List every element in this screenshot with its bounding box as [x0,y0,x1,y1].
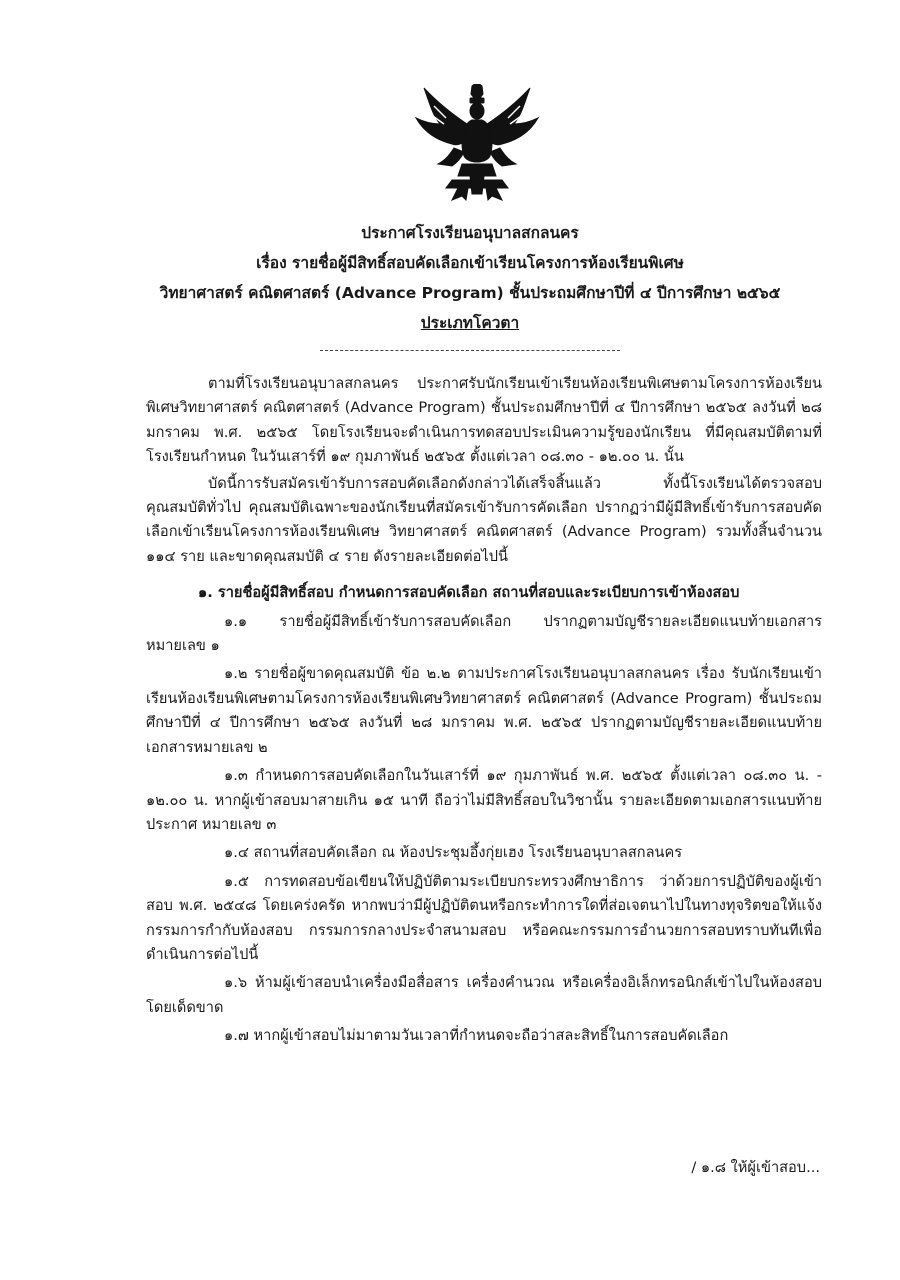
header-divider [320,350,620,351]
program-line: วิทยาศาสตร์ คณิตศาสตร์ (Advance Program) ชั้นประถมศึกษาปีที่ ๔ ปีการศึกษา ๒๕๖๕ [159,284,781,302]
item-1-1: ๑.๑ รายชื่อผู้มีสิทธิ์เข้ารับการสอบคัดเลือก ปรากฏตามบัญชีรายละเอียดแนบท้ายเอกสารหมายเลข ๑ [146,612,822,655]
garuda-emblem-icon [412,84,542,202]
paragraph-result: บัดนี้การรับสมัครเข้ารับการสอบคัดเลือกดังกล่าวได้เสร็จสิ้นแล้ว ทั้งนี้โรงเรียนได้ตรวจสอบคุณสมบัติทั่วไป คุณสมบัติเฉพาะของนักเรียนที่สมัครเข้ารับการคัดเลือก ปรากฏว่ามีผู้มีสิทธิ์เข้ารับการสอบคัดเลือกเข้าเรียนโครงการห้องเรียนพิเศษ วิทยาศาสตร์ คณิตศาสตร์ (Advance Program) รวมทั้งสิ้นจำนวน ๑๑๔ ราย และขาดคุณสมบัติ ๔ ราย ดังรายละเอียดต่อไปนี้ [146,474,822,565]
item-1-3: ๑.๓ กำหนดการสอบคัดเลือกในวันเสาร์ที่ ๑๙ กุมภาพันธ์ พ.ศ. ๒๕๖๕ ตั้งแต่เวลา ๐๘.๓๐ น. - ๑๒.๐๐ น. หากผู้เข้าสอบมาสายเกิน ๑๕ นาที ถือว่าไม่มีสิทธิ์สอบในวิชานั้น รายละเอียดตามเอกสารแนบท้ายประกาศ หมายเลข ๓ [146,767,822,833]
item-1-5: ๑.๕ การทดสอบข้อเขียนให้ปฏิบัติตามระเบียบกระทรวงศึกษาธิการ ว่าด้วยการปฏิบัติของผู้เข้าสอบ พ.ศ. ๒๕๔๘ โดยเคร่งครัด หากพบว่ามีผู้ปฏิบัติตนหรือกระทำการใดที่ส่อเจตนาไปในทางทุจริตขอให้แจ้งกรรมการกำกับห้องสอบ กรรมการกลางประจำสนามสอบ หรือคณะกรรมการอำนวยการสอบทราบทันทีเพื่อดำเนินการต่อไปนี้ [146,872,822,963]
announcement-header [150,218,790,351]
quota-type: ประเภทโควตา [420,314,520,332]
announcement-body [146,372,822,1049]
item-1-4: ๑.๔ สถานที่สอบคัดเลือก ณ ห้องประชุมอึ้งกุ่ยเฮง โรงเรียนอนุบาลสกลนคร [224,844,683,862]
item-1-7: ๑.๗ หากผู้เข้าสอบไม่มาตามวันเวลาที่กำหนดจะถือว่าสละสิทธิ์ในการสอบคัดเลือก [224,1027,729,1045]
continuation-note: / ๑.๘ ให้ผู้เข้าสอบ... [691,1159,820,1176]
issuer-title: ประกาศโรงเรียนอนุบาลสกลนคร [361,224,579,242]
section-1-heading: ๑. รายชื่อผู้มีสิทธิ์สอบ กำหนดการสอบคัดเลือก สถานที่สอบและระเบียบการเข้าห้องสอบ [198,584,740,602]
item-1-2: ๑.๒ รายชื่อผู้ขาดคุณสมบัติ ข้อ ๒.๒ ตามประกาศโรงเรียนอนุบาลสกลนคร เรื่อง รับนักเรียนเข้าเรียนห้องเรียนพิเศษตามโครงการห้องเรียนพิเศษวิทยาศาสตร์ คณิตศาสตร์ (Advance Program) ชั้นประถมศึกษาปีที่ ๔ ปีการศึกษา ๒๕๖๕ ลงวันที่ ๒๘ มกราคม พ.ศ. ๒๕๖๕ ปรากฏตามบัญชีรายละเอียดแนบท้ายเอกสารหมายเลข ๒ [146,665,822,756]
item-1-6: ๑.๖ ห้ามผู้เข้าสอบนำเครื่องมือสื่อสาร เครื่องคำนวณ หรือเครื่องอิเล็กทรอนิกส์เข้าไปในห้องสอบโดยเด็ดขาด [146,974,822,1016]
paragraph-intro: ตามที่โรงเรียนอนุบาลสกลนคร ประกาศรับนักเรียนเข้าเรียนห้องเรียนพิเศษตามโครงการห้องเรียนพิเศษวิทยาศาสตร์ คณิตศาสตร์ (Advance Program) ชั้นประถมศึกษาปีที่ ๔ ปีการศึกษา ๒๕๖๕ ลงวันที่ ๒๘ มกราคม พ.ศ. ๒๕๖๕ โดยโรงเรียนจะดำเนินการทดสอบประเมินความรู้ของนักเรียน ที่มีคุณสมบัติตามที่โรงเรียนกำหนด ในวันเสาร์ที่ ๑๙ กุมภาพันธ์ ๒๕๖๕ ตั้งแต่เวลา ๐๘.๓๐ - ๑๒.๐๐ น. นั้น [146,375,822,466]
subject-line: เรื่อง รายชื่อผู้มีสิทธิ์สอบคัดเลือกเข้าเรียนโครงการห้องเรียนพิเศษ [256,254,684,272]
